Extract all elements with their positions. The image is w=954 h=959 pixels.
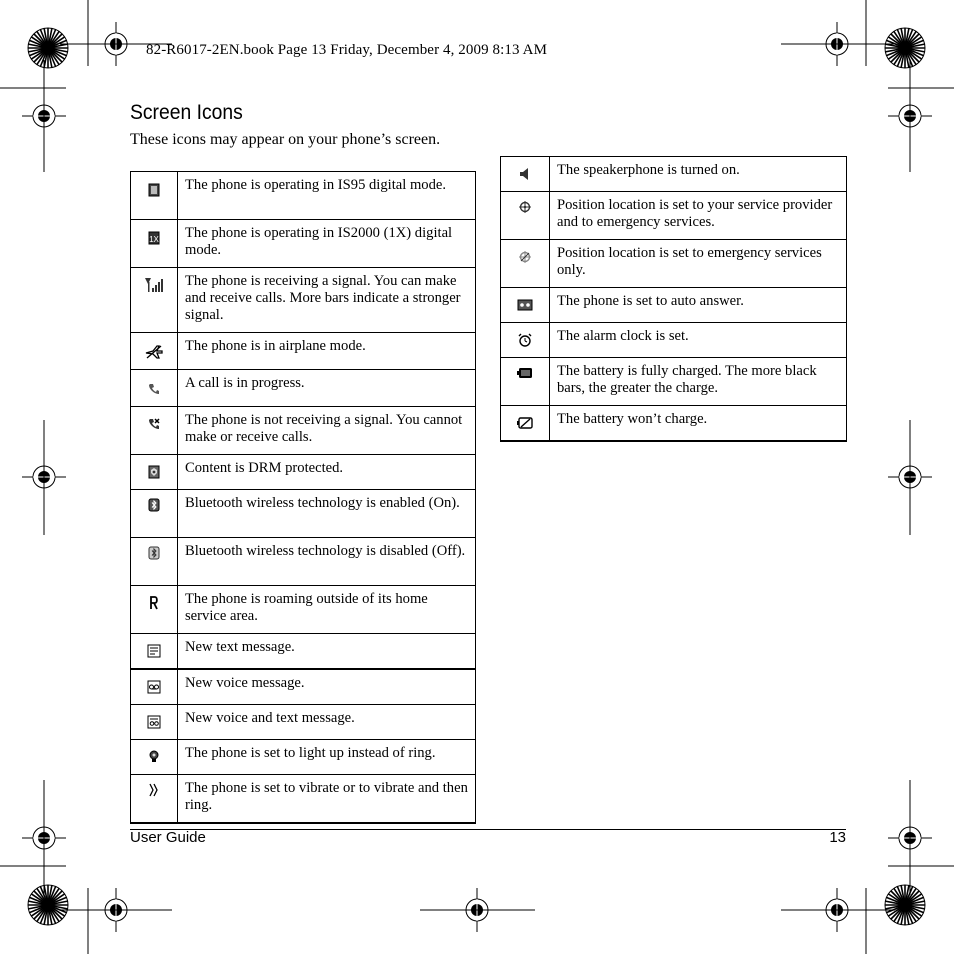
- table-row: [131, 669, 476, 705]
- description: The phone is in airplane mode.: [178, 333, 476, 370]
- is95-icon: [148, 183, 160, 197]
- description: The phone is set to light up instead of ring.: [178, 740, 476, 775]
- airplane-mode-icon: [145, 345, 163, 359]
- description: Position location is set to emergency services only.: [550, 240, 847, 288]
- icon-cell: [501, 192, 550, 240]
- description: The battery won’t charge.: [550, 406, 847, 442]
- description: The phone is set to vibrate or to vibrate and then ring.: [178, 775, 476, 823]
- description: The phone is receiving a signal. You can make and receive calls. More bars indicate a stronger signal.: [178, 268, 476, 333]
- icon-cell: [131, 220, 178, 268]
- icon-cell: [501, 288, 550, 323]
- light-up-icon: [149, 750, 159, 764]
- table-row: [131, 407, 476, 455]
- table-row: [131, 220, 476, 268]
- icon-cell: [131, 740, 178, 775]
- icon-cell: [131, 333, 178, 370]
- icon-cell: [131, 455, 178, 490]
- table-row: [501, 323, 847, 358]
- alarm-clock-icon: [518, 333, 532, 347]
- icon-cell: [131, 705, 178, 740]
- roaming-icon: [149, 596, 159, 610]
- table-row: [131, 705, 476, 740]
- page-number: 13: [829, 829, 846, 846]
- icon-cell: [131, 669, 178, 705]
- table-row: [501, 358, 847, 406]
- icon-cell: [131, 490, 178, 538]
- description: The phone is not receiving a signal. You cannot make or receive calls.: [178, 407, 476, 455]
- description: New text message.: [178, 634, 476, 670]
- table-row: [501, 157, 847, 192]
- voice-and-text-message-icon: [147, 715, 161, 729]
- table-row: [131, 740, 476, 775]
- description: Position location is set to your service provider and to emergency services.: [550, 192, 847, 240]
- icon-cell: [131, 370, 178, 407]
- battery-full-icon: [517, 367, 533, 379]
- page-title: Screen Icons: [130, 101, 243, 124]
- is2000-1x-icon: [148, 231, 160, 245]
- icon-cell: [131, 775, 178, 823]
- table-row: [131, 455, 476, 490]
- table-row: [131, 586, 476, 634]
- table-row: [131, 490, 476, 538]
- description: The speakerphone is turned on.: [550, 157, 847, 192]
- footer-rule: [130, 829, 846, 830]
- intro-text: These icons may appear on your phone’s screen.: [130, 131, 441, 148]
- vibrate-icon: [148, 783, 160, 797]
- location-on-icon: [519, 201, 531, 213]
- description: The battery is fully charged. The more black bars, the greater the charge.: [550, 358, 847, 406]
- table-row: [501, 288, 847, 323]
- icon-cell: [131, 586, 178, 634]
- auto-answer-icon: [517, 299, 533, 311]
- icon-cell: [131, 268, 178, 333]
- description: The phone is operating in IS2000 (1X) digital mode.: [178, 220, 476, 268]
- table-row: [131, 370, 476, 407]
- right-icon-table: [500, 156, 847, 442]
- table-row: [131, 775, 476, 823]
- speakerphone-icon: [519, 167, 531, 181]
- icon-cell: [501, 358, 550, 406]
- svg-text:1X: 1X: [149, 235, 159, 244]
- footer-guide-label: User Guide: [130, 829, 206, 846]
- battery-wont-charge-icon: [517, 417, 533, 429]
- icon-cell: [131, 407, 178, 455]
- table-row: [131, 333, 476, 370]
- table-row: [131, 634, 476, 670]
- drm-protected-icon: [148, 465, 160, 479]
- icon-cell: [501, 157, 550, 192]
- table-row: [131, 268, 476, 333]
- description: Bluetooth wireless technology is enabled (On).: [178, 490, 476, 538]
- description: A call is in progress.: [178, 370, 476, 407]
- no-signal-icon: [148, 418, 160, 430]
- table-row: [501, 406, 847, 442]
- call-in-progress-icon: [148, 383, 160, 395]
- icon-cell: [131, 172, 178, 220]
- table-row: [501, 192, 847, 240]
- icon-cell: [131, 634, 178, 670]
- bluetooth-off-icon: [148, 546, 160, 560]
- table-row: [131, 172, 476, 220]
- table-row: [501, 240, 847, 288]
- icon-cell: [501, 240, 550, 288]
- description: New voice message.: [178, 669, 476, 705]
- description: Bluetooth wireless technology is disabled (Off).: [178, 538, 476, 586]
- description: Content is DRM protected.: [178, 455, 476, 490]
- icon-cell: [501, 323, 550, 358]
- description: The alarm clock is set.: [550, 323, 847, 358]
- description: The phone is operating in IS95 digital mode.: [178, 172, 476, 220]
- description: New voice and text message.: [178, 705, 476, 740]
- signal-bars-icon: [145, 278, 163, 292]
- icon-cell: [131, 538, 178, 586]
- left-icon-table: [130, 171, 476, 824]
- voice-message-icon: [147, 680, 161, 694]
- bluetooth-on-icon: [148, 498, 160, 512]
- description: The phone is set to auto answer.: [550, 288, 847, 323]
- table-row: [131, 538, 476, 586]
- icon-cell: [501, 406, 550, 442]
- text-message-icon: [147, 644, 161, 658]
- print-header: 82-R6017-2EN.book Page 13 Friday, December 4, 2009 8:13 AM: [146, 42, 548, 58]
- location-emergency-icon: [519, 251, 531, 263]
- description: The phone is roaming outside of its home service area.: [178, 586, 476, 634]
